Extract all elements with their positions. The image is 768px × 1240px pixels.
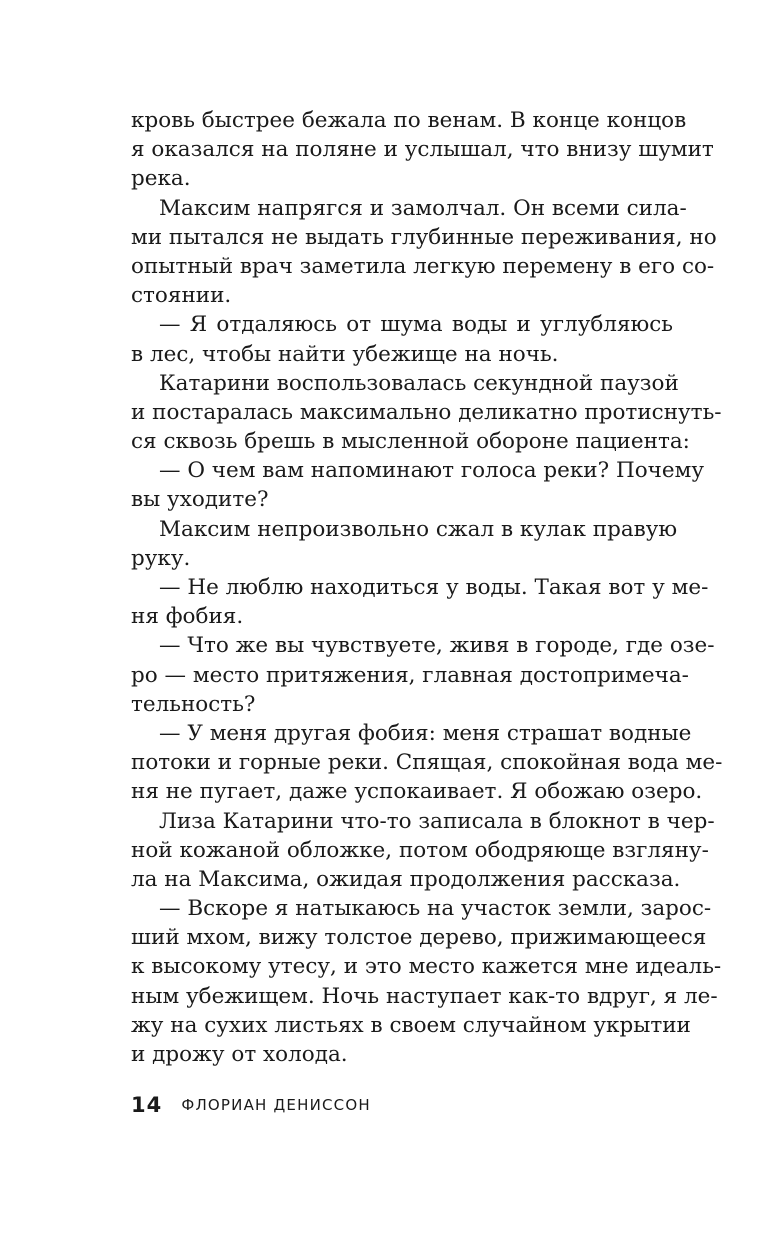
running-title: ФЛОРИАН ДЕНИССОН bbox=[181, 1096, 371, 1114]
text-line: ня фобия. bbox=[131, 604, 244, 630]
text-line: ро — место притяжения, главная достопримеча- bbox=[131, 662, 689, 688]
text-line: кровь быстрее бежала по венам. В конце концов bbox=[131, 108, 687, 133]
text-line: ной кожаной обложке, потом ободряюще взгляну- bbox=[131, 837, 709, 863]
text-line: и постаралась максимально деликатно протиснуть- bbox=[131, 399, 722, 425]
text-line: к высокому утесу, и это место кажется мне идеаль- bbox=[131, 954, 722, 980]
text-line: — Я отдаляюсь от шума воды и углубляюсь bbox=[159, 312, 673, 338]
text-line: стоянии. bbox=[131, 283, 232, 309]
text-line: ми пытался не выдать глубинные переживания, но bbox=[131, 224, 717, 250]
text-line: я оказался на поляне и услышал, что внизу шумит bbox=[131, 137, 714, 163]
text-line: Лиза Катарини что-то записала в блокнот в чер- bbox=[159, 808, 715, 834]
text-line: ся сквозь брешь в мысленной обороне пациента: bbox=[131, 429, 690, 455]
text-line: в лес, чтобы найти убежище на ночь. bbox=[131, 341, 559, 367]
text-line: опытный врач заметила легкую перемену в его со- bbox=[131, 253, 715, 279]
text-line: — Что же вы чувствуете, живя в городе, где озе- bbox=[159, 633, 715, 659]
page-number: 14 bbox=[131, 1093, 163, 1117]
page-footer bbox=[131, 1093, 371, 1117]
text-line: вы уходите? bbox=[131, 487, 269, 513]
text-line: тельность? bbox=[131, 691, 256, 717]
text-line: — Не люблю находиться у воды. Такая вот у ме- bbox=[159, 575, 709, 600]
body-text bbox=[131, 106, 723, 1069]
text-line: ня не пугает, даже успокаивает. Я обожаю озеро. bbox=[131, 779, 703, 805]
text-line: — Вскоре я натыкаюсь на участок земли, зарос- bbox=[159, 896, 712, 922]
text-line: руку. bbox=[131, 545, 191, 571]
text-line: потоки и горные реки. Спящая, спокойная вода ме- bbox=[131, 750, 723, 776]
text-line: Максим напрягся и замолчал. Он всеми сила- bbox=[159, 195, 687, 221]
text-line: и дрожу от холода. bbox=[131, 1042, 348, 1067]
text-line: ла на Максима, ожидая продолжения рассказа. bbox=[131, 866, 681, 892]
text-line: река. bbox=[131, 166, 191, 192]
text-line: жу на сухих листьях в своем случайном укрытии bbox=[131, 1012, 691, 1038]
text-line: — О чем вам напоминают голоса реки? Почему bbox=[159, 458, 704, 484]
text-line: ший мхом, вижу толстое дерево, прижимающееся bbox=[131, 925, 707, 951]
text-line: — У меня другая фобия: меня страшат водные bbox=[159, 720, 692, 746]
text-line: Катарини воспользовалась секундной паузой bbox=[159, 370, 679, 396]
text-line: Максим непроизвольно сжал в кулак правую bbox=[159, 516, 678, 542]
text-line: ным убежищем. Ночь наступает как-то вдруг, я ле- bbox=[131, 983, 718, 1009]
